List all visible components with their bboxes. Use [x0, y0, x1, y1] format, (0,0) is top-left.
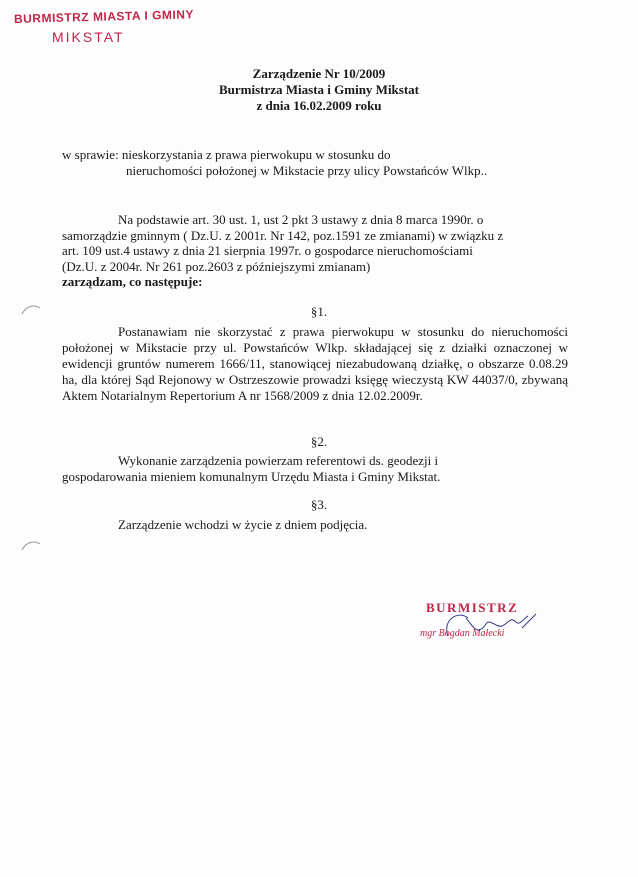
basis-line-4: (Dz.U. z 2004r. Nr 261 poz.2603 z późniejszymi zmianam): [62, 258, 371, 274]
scan-mark-icon: [20, 538, 42, 552]
handwritten-signature: [438, 606, 548, 646]
decree-line: zarządzam, co następuje:: [62, 274, 203, 289]
stamp-line-1: BURMISTRZ MIASTA I GMINY: [13, 7, 195, 26]
stamp-line-2: MIKSTAT: [52, 29, 125, 45]
document-title: [0, 66, 638, 114]
section-1-heading: §1.: [310, 304, 328, 319]
signatory-name: mgr Bogdan Małecki: [420, 628, 505, 639]
title-line-1: Zarządzenie Nr 10/2009: [252, 66, 386, 81]
section-2-heading: §2.: [310, 434, 328, 449]
basis-line-2: samorządzie gminnym ( Dz.U. z 2001r. Nr 142, poz.1591 ze zmianami) w związku z: [62, 227, 504, 243]
signature-role: BURMISTRZ: [426, 600, 519, 615]
section-1-text: Postanawiam nie skorzystać z prawa pierwokupu w stosunku do nieruchomości położonej w Mikstacie przy ul. Powstańców Wlkp. składającej się z działki oznaczonej w ewidencji gruntów numerem 1666/11, stanowiącej niezabudowaną działkę, o obszarze 0.08.29 ha, dla której Sąd Rejonowy w Ostrzeszowie prowadzi księgę wieczystą KW 44037/0, zbywaną Aktem Notarialnym Repertorium A nr 1568/2009 z dnia 12.02.2009r.: [62, 324, 568, 403]
section-2-text: Wykonanie zarządzenia powierzam referentowi ds. geodezji i gospodarowania mieniem komunalnym Urzędu Miasta i Gminy Mikstat.: [62, 453, 441, 484]
legal-basis: [62, 212, 568, 290]
title-line-3: z dnia 16.02.2009 roku: [256, 98, 382, 113]
subject-line-2: nieruchomości położonej w Mikstacie przy ulicy Powstańców Wlkp..: [126, 163, 488, 178]
scan-mark-icon: [20, 302, 42, 316]
section-3-text: Zarządzenie wchodzi w życie z dniem podjęcia.: [118, 517, 368, 532]
signature-block: [420, 600, 550, 639]
title-line-2: Burmistrza Miasta i Gminy Mikstat: [218, 82, 420, 97]
basis-line-3: art. 109 ust.4 ustawy z dnia 21 sierpnia 1997r. o gospodarce nieruchomościami: [62, 243, 473, 258]
subject-line-1: w sprawie: nieskorzystania z prawa pierwokupu w stosunku do: [62, 147, 391, 162]
office-stamp: [13, 7, 195, 45]
basis-line-1: Na podstawie art. 30 ust. 1, ust 2 pkt 3 ustawy z dnia 8 marca 1990r. o: [118, 212, 484, 227]
section-3-heading: §3.: [310, 497, 328, 512]
